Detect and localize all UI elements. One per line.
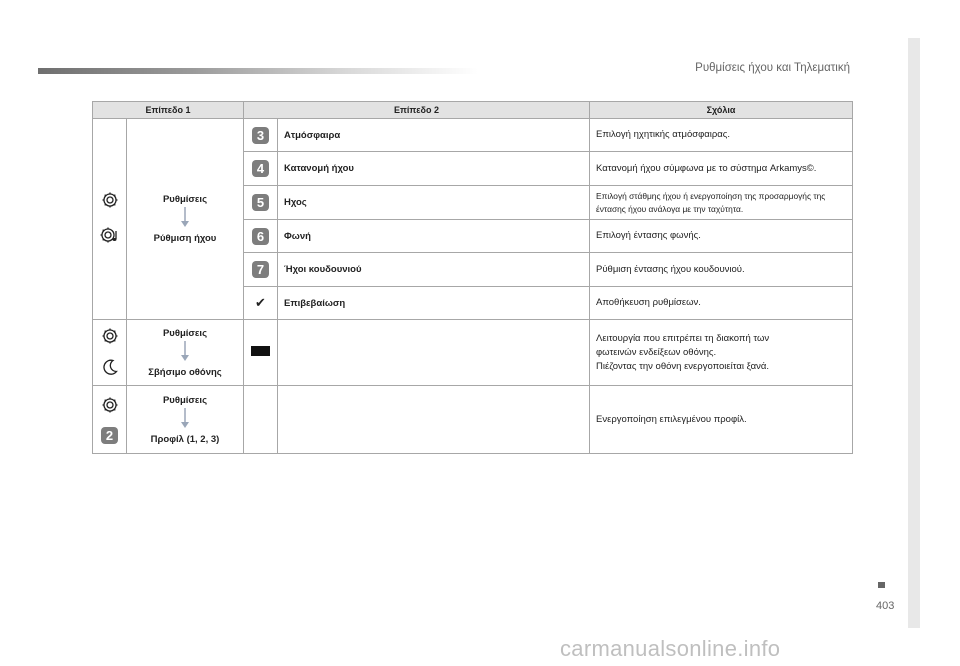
table-row [93, 119, 853, 152]
table-header-row [93, 102, 853, 119]
comment-profile: Ενεργοποίηση επιλεγμένου προφίλ. [590, 386, 853, 454]
settings-gear-icon [101, 327, 119, 345]
header-gradient-bar [38, 68, 478, 74]
option-confirm: Επιβεβαίωση [278, 287, 590, 320]
page-marker [878, 582, 885, 588]
right-margin-bar [908, 38, 920, 628]
number-badge-6: 6 [252, 228, 269, 245]
level1-settings-label: Ρυθμίσεις [162, 194, 208, 205]
level1-screen-off-label: Σβήσιμο οθόνης [148, 366, 222, 378]
down-arrow-icon [180, 341, 190, 366]
down-arrow-icon [180, 207, 190, 232]
screen-icons-cell [93, 320, 127, 386]
settings-gear-icon [101, 396, 119, 414]
page-number: 403 [876, 600, 895, 612]
watermark-text: carmanualsonline.info [560, 636, 781, 661]
option-ring-tones: Ήχοι κουδουνιού [278, 253, 590, 287]
number-badge-3: 3 [252, 127, 269, 144]
comment-sound: Επιλογή στάθμης ήχου ή ενεργοποίηση της προσαρμογής της έντασης ήχου ανάλογα με την ταχύτητα. [590, 186, 853, 220]
column-header-level2: Επίπεδο 2 [244, 102, 590, 119]
column-header-comments: Σχόλια [590, 102, 853, 119]
settings-gear-icon [101, 191, 119, 209]
down-arrow-icon [180, 408, 190, 433]
option-sound: Ηχος [278, 186, 590, 220]
table-row [93, 320, 853, 386]
comment-ring-tones: Ρύθμιση έντασης ήχου κουδουνιού. [590, 253, 853, 287]
settings-table [92, 101, 853, 454]
comment-line: Πιέζοντας την οθόνη ενεργοποιείται ξανά. [596, 360, 769, 372]
checkmark-icon: ✔ [255, 295, 266, 310]
profile-icons-cell [93, 386, 127, 454]
profile-level1-cell [127, 386, 244, 454]
comment-voice: Επιλογή έντασης φωνής. [590, 220, 853, 253]
audio-settings-icon [100, 226, 120, 244]
comment-line: φωτεινών ενδείξεων οθόνης. [596, 346, 717, 358]
option-voice: Φωνή [278, 220, 590, 253]
screen-off-icon [251, 346, 270, 356]
level1-audio-label: Ρύθμιση ήχου [153, 233, 217, 244]
audio-level1-cell [127, 119, 244, 320]
comment-sound-distribution: Κατανομή ήχου σύμφωνα με το σύστημα Arkamys©. [590, 152, 853, 186]
profile-option-empty [278, 386, 590, 454]
number-badge-7: 7 [252, 261, 269, 278]
number-badge-2: 2 [101, 427, 118, 444]
screen-level1-cell [127, 320, 244, 386]
level1-settings-label: Ρυθμίσεις [162, 327, 208, 339]
comment-screen-off [590, 320, 853, 386]
table-row [93, 386, 853, 454]
comment-confirm: Αποθήκευση ρυθμίσεων. [590, 287, 853, 320]
column-header-level1: Επίπεδο 1 [93, 102, 244, 119]
number-badge-5: 5 [252, 194, 269, 211]
comment-ambience: Επιλογή ηχητικής ατμόσφαιρας. [590, 119, 853, 152]
option-sound-distribution: Κατανομή ήχου [278, 152, 590, 186]
audio-icons-cell [93, 119, 127, 320]
level1-profile-label: Προφίλ (1, 2, 3) [150, 433, 220, 445]
comment-line: Λειτουργία που επιτρέπει τη διακοπή των [596, 332, 770, 344]
screen-option-empty [278, 320, 590, 386]
profile-badge-empty [244, 386, 278, 454]
number-badge-4: 4 [252, 160, 269, 177]
moon-icon [101, 358, 119, 376]
page-section-title: Ρυθμίσεις ήχου και Τηλεματική [695, 62, 850, 74]
option-ambience: Ατμόσφαιρα [278, 119, 590, 152]
level1-settings-label: Ρυθμίσεις [162, 394, 208, 406]
